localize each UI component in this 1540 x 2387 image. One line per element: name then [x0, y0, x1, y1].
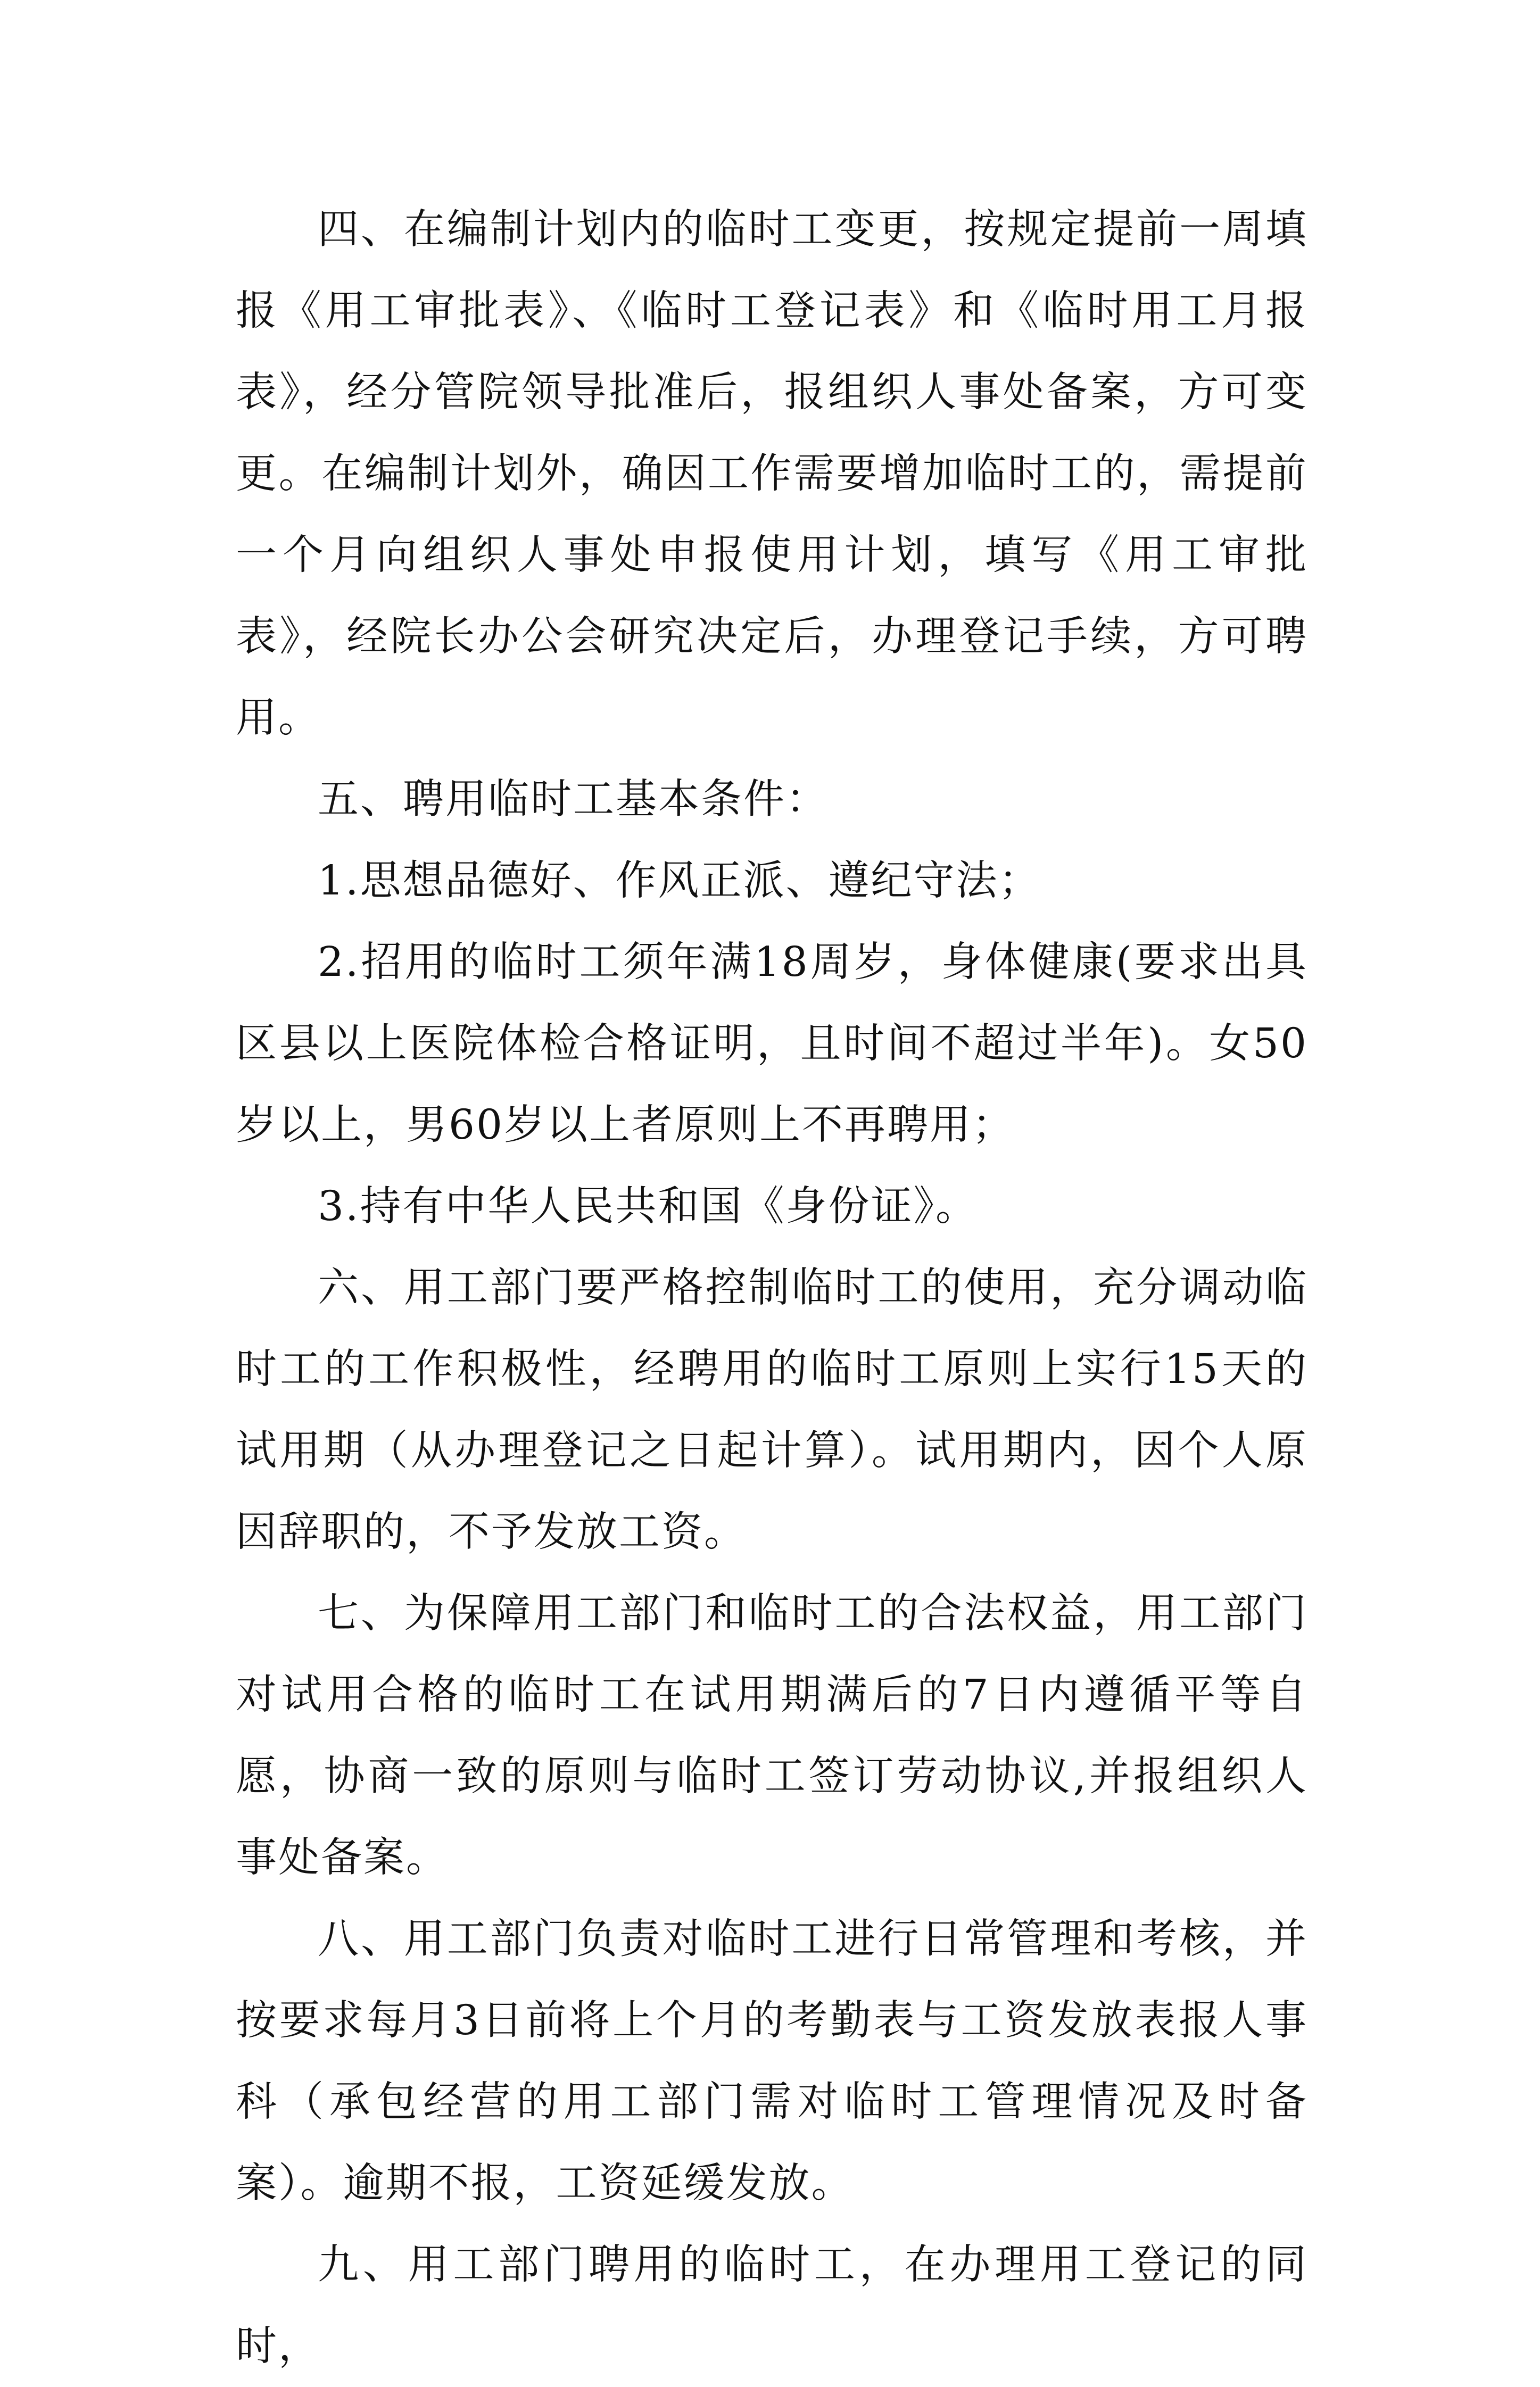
paragraph-item-6-probation: 六、用工部门要严格控制临时工的使用，充分调动临时工的工作积极性，经聘用的临时工原则上实行15天的试用期（从办理登记之日起计算）。试用期内，因个人原因辞职的，不予发放工资。	[236, 1264, 1308, 1556]
paragraph-item-8-management: 八、用工部门负责对临时工进行日常管理和考核，并按要求每月3日前将上个月的考勤表与工资发放表报人事科（承包经营的用工部门需对临时工管理情况及时备案）。逾期不报，工资延缓发放。	[236, 1916, 1308, 2207]
paragraph-condition-2: 2.招用的临时工须年满18周岁，身体健康(要求出具区县以上医院体检合格证明，且时间不超过半年)。女50岁以上，男60岁以上者原则上不再聘用；	[236, 939, 1308, 1149]
paragraph-item-7-agreement: 七、为保障用工部门和临时工的合法权益，用工部门对试用合格的临时工在试用期满后的7日内遵循平等自愿，协商一致的原则与临时工签订劳动协议,并报组织人事处备案。	[236, 1590, 1308, 1882]
paragraph-item-4-change: 四、在编制计划内的临时工变更，按规定提前一周填报《用工审批表》、《临时工登记表》和《临时用工月报表》，经分管院领导批准后，报组织人事处备案，方可变更。在编制计划外，确因工作需要增加临时工的，需提前一个月向组织人事处申报使用计划，填写《用工审批表》，经院长办公会研究决定后，办理登记手续，方可聘用。	[236, 206, 1308, 742]
paragraph-condition-3: 3.持有中华人民共和国《身份证》。	[318, 1183, 978, 1230]
document-body	[236, 189, 1308, 2387]
paragraph-condition-1: 1.思想品德好、作风正派、遵纪守法；	[318, 857, 1041, 905]
paragraph-item-9-registration: 九、用工部门聘用的临时工，在办理用工登记的同时，	[236, 2241, 1308, 2370]
paragraph-item-5-conditions: 五、聘用临时工基本条件：	[318, 776, 829, 823]
